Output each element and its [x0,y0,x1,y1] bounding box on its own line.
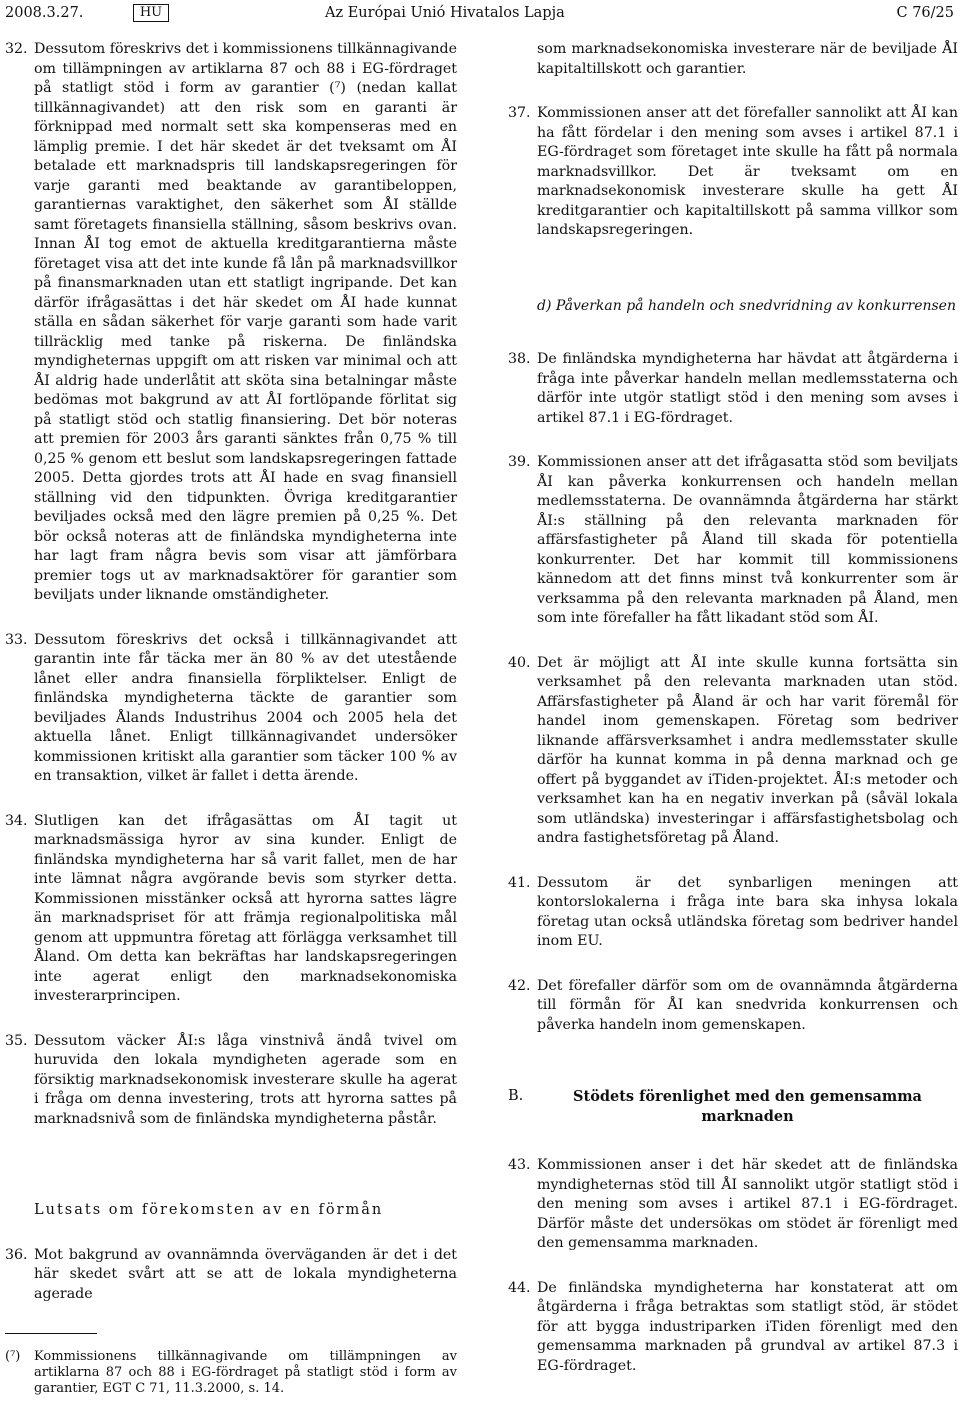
paragraph-37 [508,104,958,241]
left-column [5,40,457,1304]
header-language-box: HU [133,4,169,22]
footnote [5,1349,457,1397]
header-page-reference: C 76/25 [896,5,954,21]
header-journal-title: Az Európai Unió Hivatalos Lapja [325,5,565,21]
paragraph-32 [5,40,457,606]
paragraph-number: 32. [5,41,28,57]
paragraph-number: 36. [5,1246,28,1263]
paragraph-number: 43. [508,1157,531,1173]
paragraph-number: 38. [508,351,531,367]
paragraph-38 [508,350,958,428]
footnote-divider [5,1333,97,1334]
paragraph-40 [508,654,958,849]
paragraph-number: 37. [508,105,531,121]
paragraph-number: 40. [508,654,531,671]
paragraph-39 [508,453,958,629]
paragraph-number: 42. [508,977,531,994]
paragraph-text: Kommissionen anser att det förefaller sannolikt att ÅI kan ha fått fördelar i den mening som avses i artikel 87.1 i EG-fördraget som företaget inte skulle ha fått på normala marknadsvillkor. Det är tveksamt om en marknadsekonomisk investerare skulle ha gett ÅI kreditgarantier och kapitaltillskott på samma villkor som landskapsregeringen. [537,105,958,238]
paragraph-36 [5,1246,457,1305]
paragraph-number: 39. [508,454,531,470]
paragraph-text: Kommissionen anser att det ifrågasatta stöd som beviljats ÅI kan påverka konkurrensen och handeln mellan medlemsstaterna. De ovannämnda åtgärderna har stärkt ÅI:s ställning på den relevanta marknaden för affärsfastigheter på Åland till skada för potentiella konkurrenter. Det har kommit till kommissionens kännedom att det finns minst två konkurrenter som är verksamma på den relevanta marknaden på Åland, men som inte förefaller ha fått likadant stöd som ÅI. [537,454,958,626]
paragraph-number: 41. [508,874,531,891]
footnote-text: Kommissionens tillkännagivande om tillämpningen av artiklarna 87 och 88 i EG-fördraget på statligt stöd i form av garantier, EGT C 71, 11.3.2000, s. 14. [34,1349,457,1396]
paragraph-42 [508,977,958,1036]
paragraph-43 [508,1156,958,1254]
right-column [508,40,958,1376]
paragraph-number: 35. [5,1032,28,1049]
paragraph-text: Dessutom föreskrivs det i kommissionens tillkännagivande om tillämpningen av artiklarna 87 och 88 i EG-fördraget på statligt stöd i form av garantier (⁷) (nedan kallat tillkännagivandet) att den risk som en garanti är förknippad med normalt sett ska kompenseras med en lämplig premie. I det här skedet är det tveksamt om ÅI betalade ett marknadspris till landskapsregeringen för varje garanti med beaktande av garantibeloppen, garantiernas varaktighet, den säkerhet som ÅI ställde samt företagets finansiella ställning, såsom beskrivs ovan. Innan ÅI tog emot de aktuella kreditgarantierna måste företaget visa att det inte kunde få lån på marknadsvillkor på finansmarknaden utan ett statligt ingripande. Det kan därför ifrågasättas i det här skedet om ÅI hade kunnat ställa en sådan säkerhet för varje garanti som hade varit tillräcklig med tanke på riskerna. De finländska myndigheternas uppgift om att risken var minimal och att ÅI aldrig hade underlåtit att sköta sina betalningar måste bedömas mot bakgrund av att ÅI fortlöpande förlitat sig på statligt stöd och statlig finansiering. Det bör noteras att premien för 2003 års garanti sänktes från 0,75 % till 0,25 % genom ett beslut som landskapsregeringen fattade 2005. Detta gjordes trots att ÅI hade en svag finansiell ställning vid den tidpunkten. Övriga kreditgarantier beviljades också med den lägre premien på 0,25 %. Det bör också noteras att de finländska myndigheterna inte har lagt fram några bevis som visar att jämförbara premier togs ut av marknadsaktörer för garantier som beviljats under liknande omständigheter. [34,41,457,603]
header-date: 2008.3.27. [5,5,84,21]
section-title: Stödets förenlighet med den gemensamma marknaden [573,1088,922,1125]
page-header [0,0,960,26]
paragraph-text: Slutligen kan det ifrågasättas om ÅI tagit ut marknadsmässiga hyror av sina kunder. Enligt de finländska myndigheterna har så varit fallet, men de har inte lämnat några avgörande bevis som styrker detta. Kommissionen misstänker också att hyrorna sattes lägre än marknadspriset för att främja regionalpolitiska mål genom att uppmuntra företag att förlägga verksamhet till Åland. Om detta kan bekräftas har landskapsregeringen inte agerat enligt den marknadsekonomiska investerarprincipen. [34,812,457,1004]
paragraph-text: Det förefaller därför som om de ovannämnda åtgärderna till förmån för ÅI kan snedvrida konkurrensen och påverka handeln inom gemenskapen. [537,977,958,1033]
subsection-heading: d) Påverkan på handeln och snedvridning av konkurrensen [537,297,956,314]
section-heading: Lutsats om förekomsten av en förmån [34,1202,384,1218]
paragraph-text: Dessutom väcker ÅI:s låga vinstnivå ändå tvivel om huruvida den lokala myndigheten agerade som en försiktig marknadsekonomisk investerare skulle ha agerat i fråga om denna investering, trots att hyrorna sattes på marknadsnivå som de finländska myndigheterna påstår. [34,1032,457,1127]
paragraph-text: Kommissionen anser i det här skedet att de finländska myndigheternas stöd till ÅI sannolikt utgör statligt stöd i den mening som avses i artikel 87.1 i EG-fördraget. Därför måste det undersökas om stödet är förenligt med den gemensamma marknaden. [537,1157,958,1251]
paragraph-text: Det är möjligt att ÅI inte skulle kunna fortsätta sin verksamhet på den relevanta marknaden utan stöd. Affärsfastigheter på Åland är och har varit föremål för handel inom gemenskapen. Företag som bedriver liknande affärsverksamhet i andra medlemsstater skulle därför ha kunnat komma in på denna marknad och ge offert på byggandet av iTiden-projektet. ÅI:s metoder och verksamhet kan ha en negativ inverkan på (såväl lokala som utländska) investeringar i affärsfastighetsbolag och andra fastighetsföretag på Åland. [537,654,958,846]
paragraph-35 [5,1032,457,1130]
section-b-heading [508,1087,958,1126]
paragraph-44 [508,1279,958,1377]
paragraph-34 [5,812,457,1007]
paragraph-text: De finländska myndigheterna har konstaterat att om åtgärderna i fråga betraktas som statligt stöd, är stödet för att bygga industriparken iTiden förenligt med den gemensamma marknaden på grundval av artikel 87.3 i EG-fördraget. [537,1279,958,1374]
paragraph-text: Dessutom föreskrivs det också i tillkännagivandet att garantin inte får täcka mer än 80 % av det utestående lånet eller andra finansiella förpliktelser. Enligt de finländska myndigheterna täckte de garantier som beviljades Ålands Industrihus 2004 och 2005 hela det aktuella lånet. Enligt tillkännagivandet undersöker kommissionen kritiskt alla garantier som täcker 100 % av en transaktion, vilket är fallet i detta ärende. [34,631,457,784]
paragraph-text: Mot bakgrund av ovannämnda överväganden är det i det här skedet svårt att se att de lokala myndigheterna agerade [34,1246,457,1302]
paragraph-number: 34. [5,812,28,829]
paragraph-41 [508,874,958,952]
paragraph-text: De finländska myndigheterna har hävdat att åtgärderna i fråga inte påverkar handeln mellan medlemsstaterna och därför inte utgör statligt stöd i den mening som avses i artikel 87.1 i EG-fördraget. [537,351,958,426]
section-letter: B. [508,1088,524,1104]
paragraph-number: 33. [5,631,28,648]
paragraph-text: Dessutom är det synbarligen meningen att kontorslokalerna i fråga inte bara ska inhysa lokala företag utan också utländska företag som bedriver handel inom EU. [537,874,958,949]
paragraph-33 [5,631,457,787]
paragraph-continuation: som marknadsekonomiska investerare när de beviljade ÅI kapitaltillskott och garantier. [537,41,958,77]
footnote-mark: (⁷) [5,1349,21,1364]
paragraph-number: 44. [508,1279,531,1296]
